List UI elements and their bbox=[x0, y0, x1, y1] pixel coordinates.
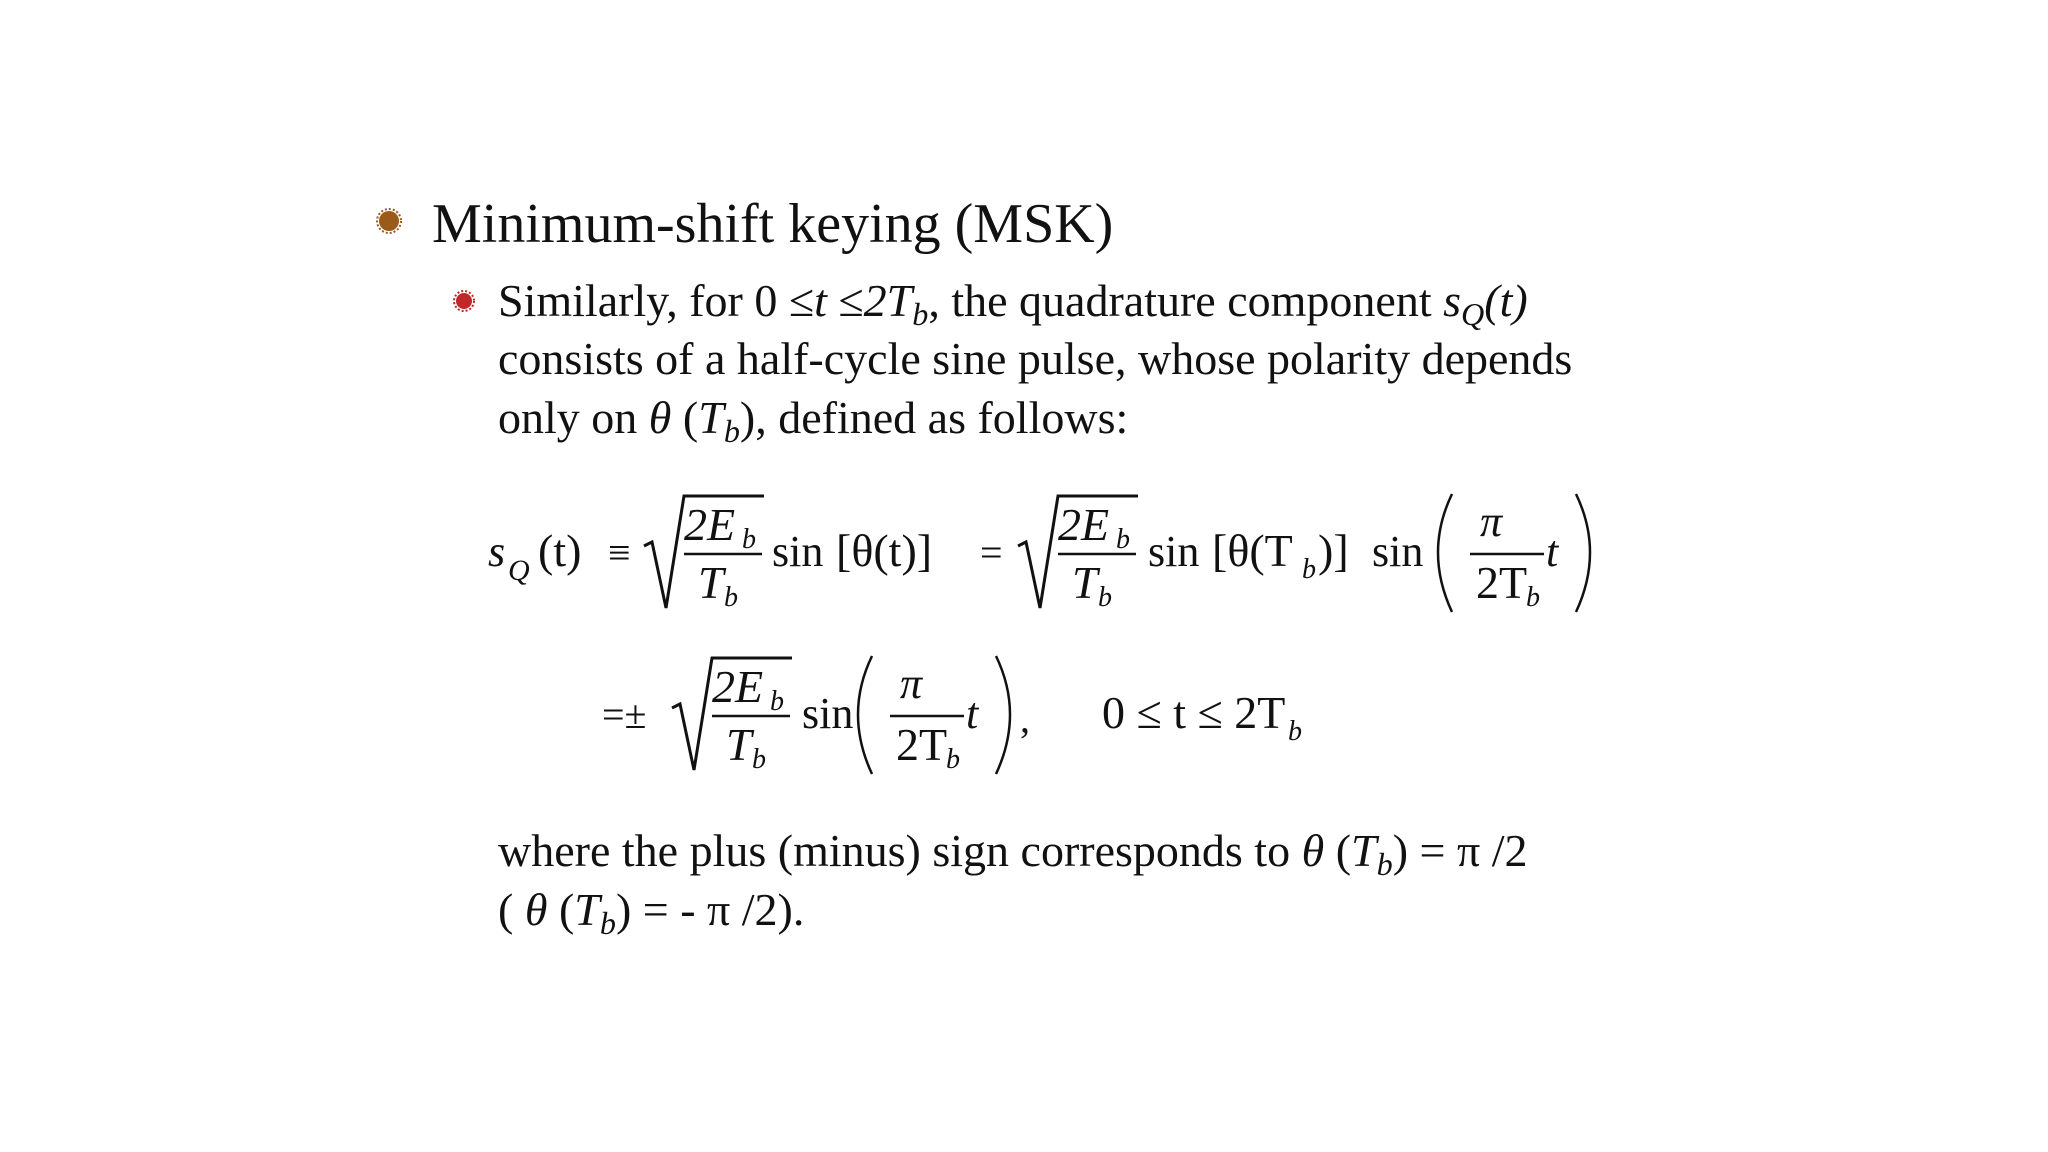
text-run: b bbox=[723, 413, 740, 450]
eq-bracket-1: [θ(t)] bbox=[836, 525, 933, 576]
text-run: ) = π /2 bbox=[1392, 825, 1528, 876]
eq-t-1: t bbox=[1546, 527, 1559, 576]
text-run: ≤ bbox=[788, 275, 815, 326]
big-paren-left-2 bbox=[858, 656, 872, 774]
paragraph-line-5 bbox=[498, 881, 805, 942]
text-run: only on bbox=[498, 392, 649, 443]
text-run: T bbox=[698, 392, 724, 443]
eq-2T-2-sub: b bbox=[946, 744, 960, 775]
paragraph-line-1 bbox=[498, 272, 1528, 333]
frac1-den-sub: b bbox=[724, 582, 738, 613]
text-run: θ bbox=[1301, 825, 1325, 876]
bullet-level1-icon bbox=[376, 208, 402, 234]
text-run: b bbox=[1376, 846, 1393, 883]
eq-sin-2: sin bbox=[1148, 527, 1200, 576]
eq-range: 0 ≤ t ≤ 2T bbox=[1102, 687, 1286, 738]
big-paren-left-1 bbox=[1438, 494, 1452, 612]
frac1-num: 2E bbox=[684, 499, 736, 550]
big-paren-right-2 bbox=[996, 656, 1010, 774]
eq-paren-t: (t) bbox=[538, 525, 582, 576]
text-run: , the quadrature component bbox=[928, 275, 1444, 326]
frac1-den: T bbox=[698, 557, 724, 608]
frac2-den-sub: b bbox=[1098, 582, 1112, 613]
eq-equals-1: = bbox=[980, 530, 1003, 575]
eq-bracket-2: [θ(T bbox=[1212, 525, 1293, 576]
equation-block bbox=[480, 488, 1600, 808]
text-run: T bbox=[1351, 825, 1377, 876]
frac2-den: T bbox=[1072, 557, 1098, 608]
text-run: Similarly, for 0 bbox=[498, 275, 789, 326]
eq-2T-2: 2T bbox=[896, 719, 948, 770]
frac2-num-sub: b bbox=[1116, 524, 1130, 555]
eq-pi-2: π bbox=[900, 659, 923, 708]
eq-comma: , bbox=[1020, 696, 1030, 741]
paragraph-line-4 bbox=[498, 822, 1528, 883]
frac2-num: 2E bbox=[1058, 499, 1110, 550]
bullet-level2-icon bbox=[453, 290, 475, 312]
text-run: ( bbox=[671, 392, 699, 443]
text-run: s bbox=[1443, 275, 1462, 326]
eq-bracket-2-sub: b bbox=[1302, 554, 1316, 585]
text-run: where the plus (minus) sign corresponds to bbox=[498, 825, 1302, 876]
eq-t-2: t bbox=[966, 689, 979, 738]
big-paren-right-1 bbox=[1576, 494, 1590, 612]
text-run: ( bbox=[498, 884, 525, 935]
text-run: t bbox=[814, 275, 827, 326]
slide-heading: Minimum-shift keying (MSK) bbox=[432, 193, 1114, 255]
text-run: θ bbox=[648, 392, 672, 443]
eq-sin-1: sin bbox=[772, 527, 824, 576]
text-run: ( bbox=[1324, 825, 1352, 876]
frac4-den-sub: b bbox=[752, 744, 766, 775]
text-run: T bbox=[574, 884, 600, 935]
eq-bracket-2-close: )] bbox=[1318, 525, 1349, 576]
eq-s: s bbox=[488, 527, 506, 576]
eq-sin-4: sin bbox=[802, 689, 854, 738]
eq-eq-pm: =± bbox=[602, 692, 647, 737]
eq-2T-1-sub: b bbox=[1526, 582, 1540, 613]
paragraph-line-2: consists of a half-cycle sine pulse, whose polarity depends bbox=[498, 333, 1573, 384]
text-run: θ bbox=[524, 884, 548, 935]
eq-range-sub: b bbox=[1288, 716, 1302, 747]
eq-sin-3: sin bbox=[1372, 527, 1424, 576]
eq-pi-1: π bbox=[1480, 497, 1503, 546]
text-run: ) = - π /2). bbox=[615, 884, 805, 935]
frac4-num-sub: b bbox=[770, 686, 784, 717]
eq-sub-Q: Q bbox=[508, 554, 530, 587]
paragraph-line-3 bbox=[498, 389, 1129, 450]
frac4-den: T bbox=[726, 719, 752, 770]
text-run: (t) bbox=[1484, 275, 1528, 326]
text-run: Q bbox=[1461, 296, 1485, 333]
eq-2T-1: 2T bbox=[1476, 557, 1528, 608]
text-run: b bbox=[912, 296, 929, 333]
text-run: 2T bbox=[863, 275, 913, 326]
frac1-num-sub: b bbox=[742, 524, 756, 555]
text-run: b bbox=[599, 905, 616, 942]
text-run: ( bbox=[547, 884, 575, 935]
text-run: ≤ bbox=[826, 275, 864, 326]
frac4-num: 2E bbox=[712, 661, 764, 712]
text-run: ), defined as follows: bbox=[739, 392, 1129, 443]
eq-equiv: ≡ bbox=[608, 530, 631, 575]
